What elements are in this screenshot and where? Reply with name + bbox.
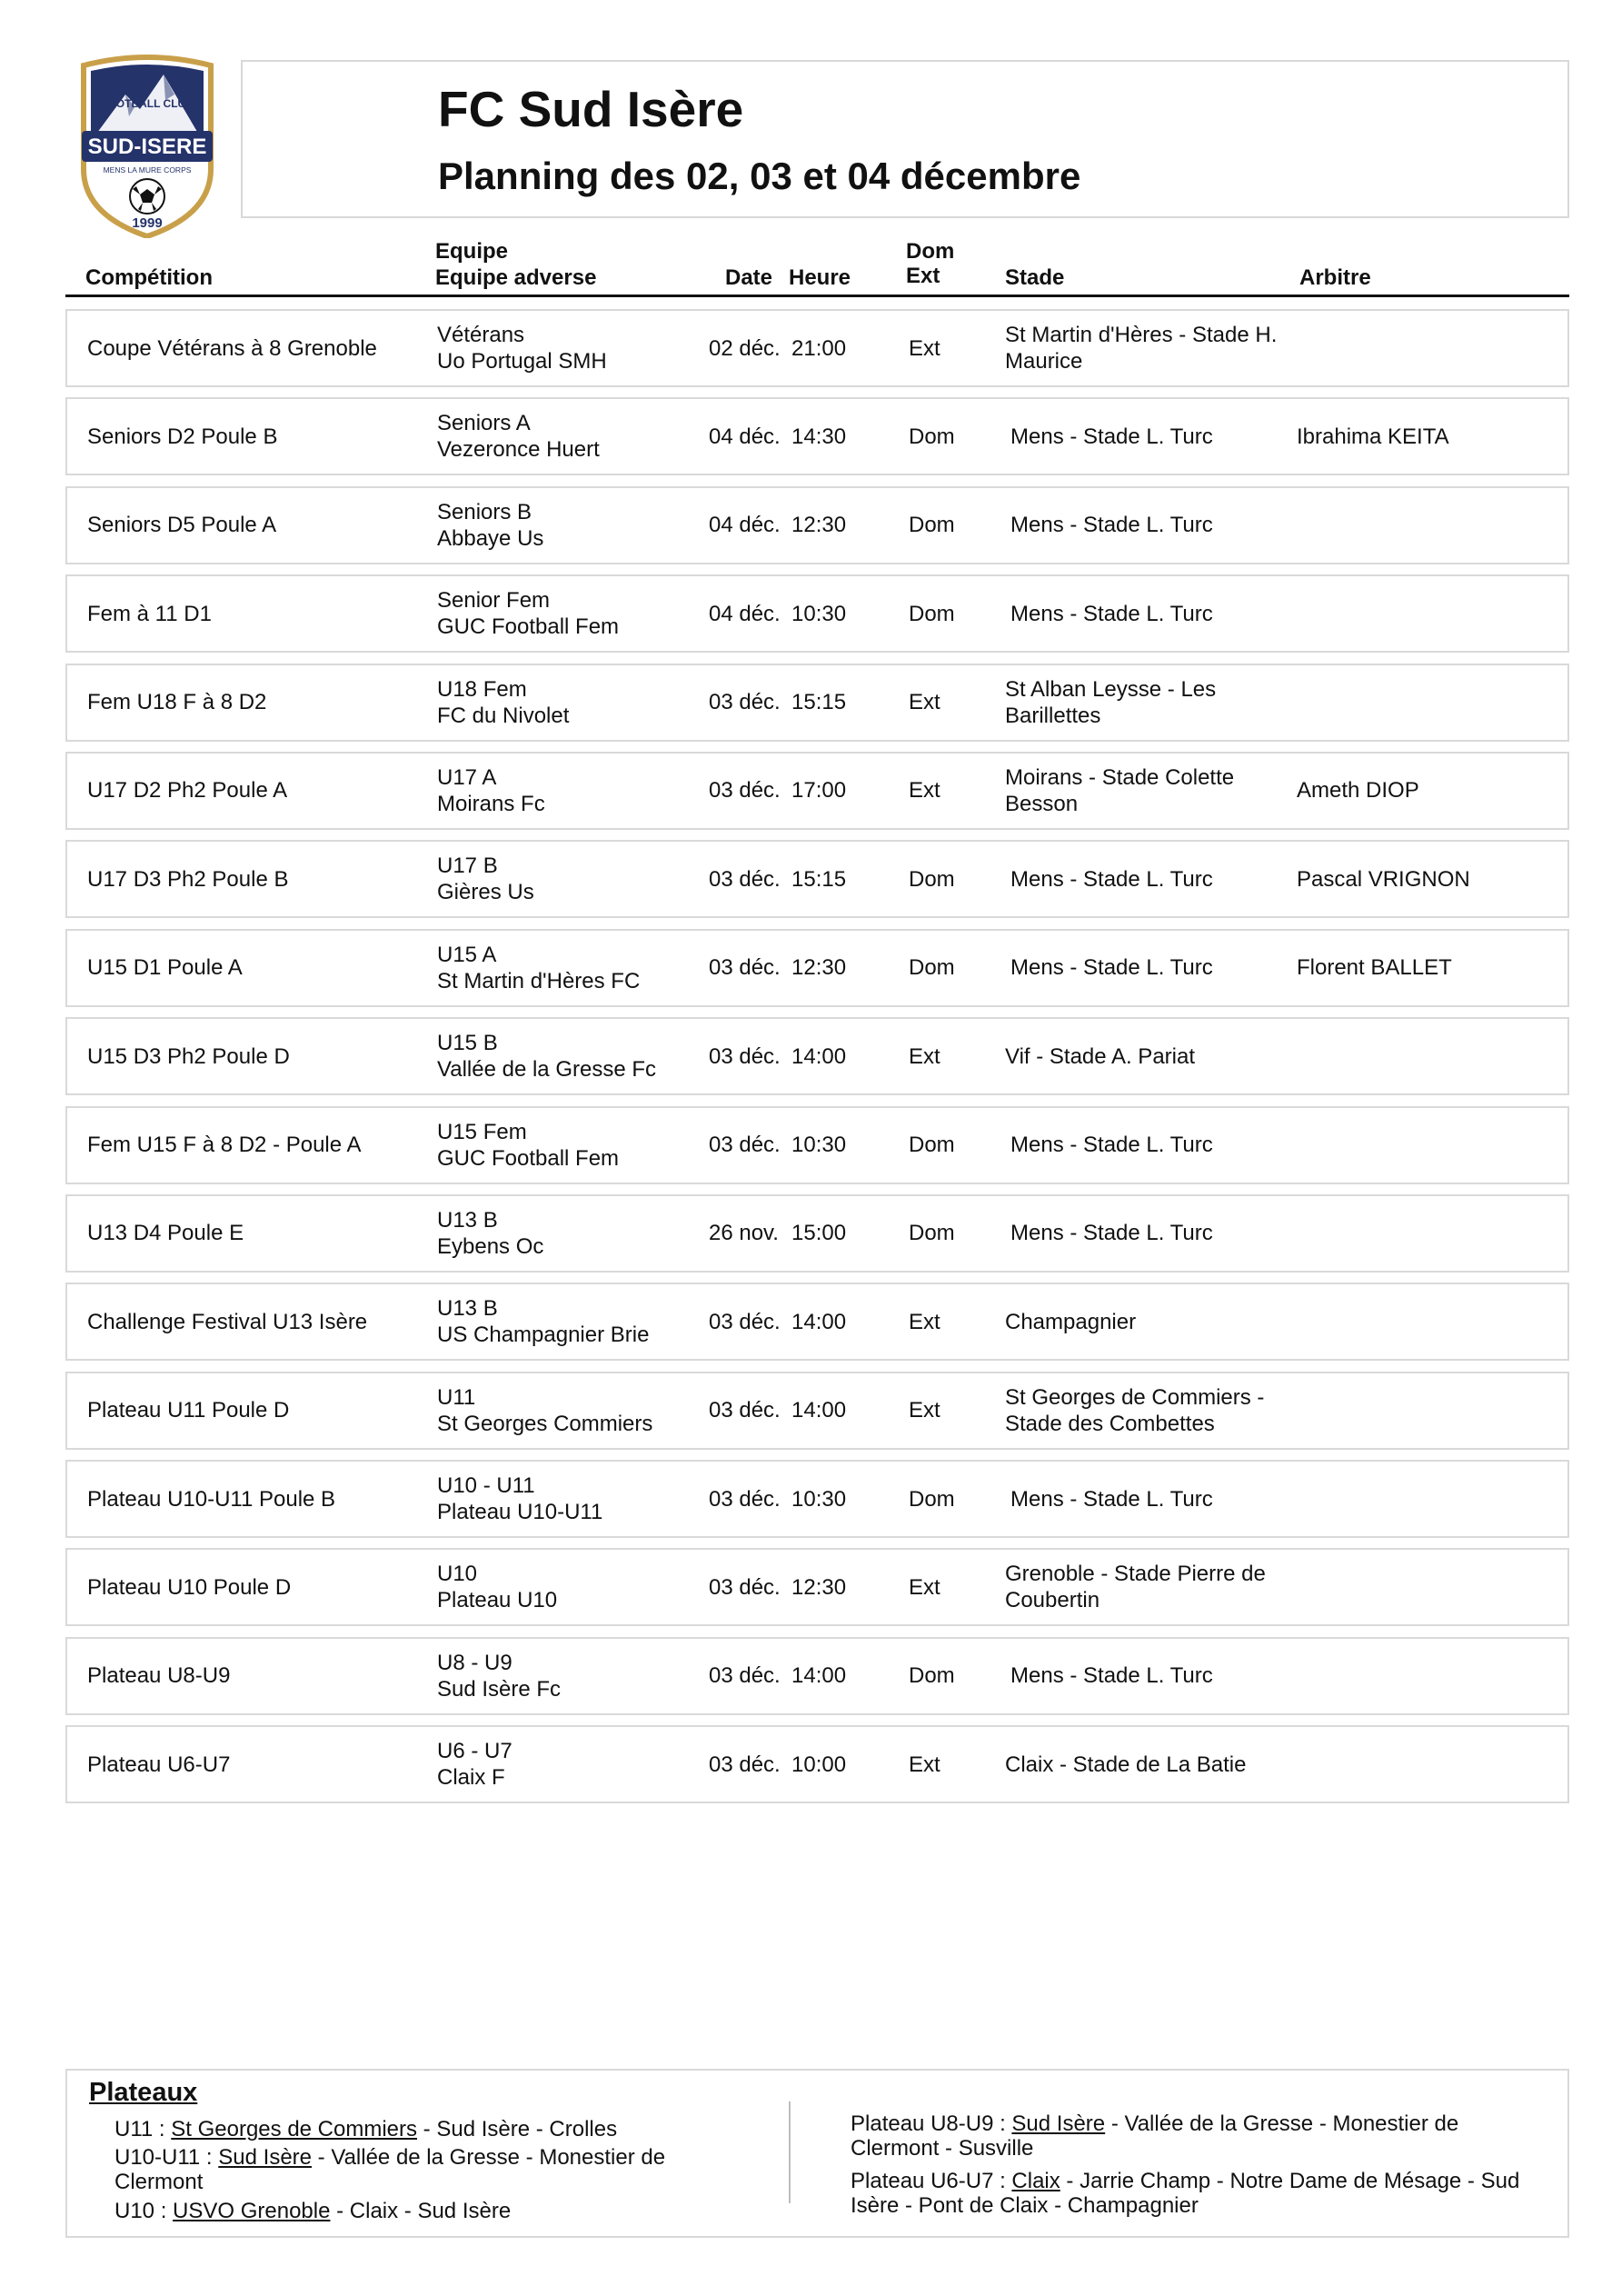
stadium-cell: Mens - Stade L. Turc bbox=[1010, 424, 1213, 449]
team-name: U15 B bbox=[437, 1031, 498, 1056]
teams-cell bbox=[437, 1108, 701, 1183]
stadium-cell: Moirans - Stade Colette Besson bbox=[1005, 764, 1235, 816]
time-cell: 14:00 bbox=[791, 1043, 847, 1069]
stadium-cell: Vif - Stade A. Pariat bbox=[1005, 1043, 1196, 1069]
time-cell: 17:00 bbox=[791, 778, 847, 804]
date-cell: 04 déc. bbox=[709, 601, 781, 626]
date-cell: 26 nov. bbox=[709, 1221, 779, 1246]
teams-cell bbox=[437, 754, 701, 828]
competition-cell: U15 D1 Poule A bbox=[87, 955, 243, 981]
col-header-arbitre: Arbitre bbox=[1299, 265, 1371, 290]
home-away-cell: Dom bbox=[909, 1486, 955, 1512]
time-cell: 15:15 bbox=[791, 866, 847, 892]
col-header-equipe-adverse: Equipe adverse bbox=[435, 265, 597, 290]
match-row bbox=[65, 1637, 1569, 1715]
home-away-cell: Ext bbox=[909, 1043, 940, 1069]
date-cell: 03 déc. bbox=[709, 1663, 781, 1689]
teams-cell bbox=[437, 931, 701, 1005]
opponent-name: St Georges Commiers bbox=[437, 1411, 653, 1436]
plateau-teams: - Claix - Sud Isère bbox=[330, 2199, 512, 2223]
teams-cell bbox=[437, 1462, 701, 1536]
opponent-name: FC du Nivolet bbox=[437, 703, 570, 728]
opponent-name: Abbaye Us bbox=[437, 525, 544, 551]
date-cell: 03 déc. bbox=[709, 1486, 781, 1512]
date-cell: 03 déc. bbox=[709, 690, 781, 715]
home-away-cell: Ext bbox=[909, 690, 940, 715]
stadium-cell: Mens - Stade L. Turc bbox=[1010, 601, 1213, 626]
competition-cell: Fem U18 F à 8 D2 bbox=[87, 690, 267, 715]
plateau-prefix: U10-U11 : bbox=[114, 2145, 219, 2170]
plateau-teams: - Sud Isère - Crolles bbox=[417, 2117, 618, 2141]
date-cell: 03 déc. bbox=[709, 1133, 781, 1158]
logo-year: 1999 bbox=[132, 215, 163, 231]
stadium-cell: Mens - Stade L. Turc bbox=[1010, 1221, 1213, 1246]
match-row bbox=[65, 840, 1569, 918]
competition-cell: Fem U15 F à 8 D2 - Poule A bbox=[87, 1133, 362, 1158]
time-cell: 15:15 bbox=[791, 690, 847, 715]
col-header-dom: Dom bbox=[906, 239, 955, 264]
team-name: U15 A bbox=[437, 942, 497, 967]
plateau-host: St Georges de Commiers bbox=[171, 2117, 418, 2141]
competition-cell: Plateau U11 Poule D bbox=[87, 1398, 290, 1423]
date-cell: 03 déc. bbox=[709, 1309, 781, 1334]
team-name: U13 B bbox=[437, 1207, 498, 1233]
competition-cell: Fem à 11 D1 bbox=[87, 601, 212, 626]
referee-cell bbox=[1297, 1727, 1560, 1802]
referee-cell bbox=[1297, 311, 1560, 385]
date-cell: 03 déc. bbox=[709, 1398, 781, 1423]
opponent-name: St Martin d'Hères FC bbox=[437, 968, 641, 993]
time-cell: 12:30 bbox=[791, 1574, 847, 1600]
stadium-cell: Mens - Stade L. Turc bbox=[1010, 866, 1213, 892]
plateau-line bbox=[851, 2169, 1523, 2218]
referee-cell bbox=[1297, 1373, 1560, 1448]
referee-cell bbox=[1297, 1019, 1560, 1093]
teams-cell bbox=[437, 1019, 701, 1093]
competition-cell: Plateau U8-U9 bbox=[87, 1663, 231, 1689]
teams-cell bbox=[437, 488, 701, 563]
time-cell: 10:30 bbox=[791, 1486, 847, 1512]
time-cell: 10:30 bbox=[791, 1133, 847, 1158]
team-name: U17 A bbox=[437, 764, 497, 790]
plateau-prefix: Plateau U8-U9 : bbox=[851, 2111, 1012, 2136]
teams-cell bbox=[437, 842, 701, 916]
referee-cell bbox=[1297, 1196, 1560, 1271]
teams-cell bbox=[437, 1284, 701, 1359]
team-name: U10 bbox=[437, 1562, 478, 1587]
stadium-cell: St Alban Leysse - Les Barillettes bbox=[1005, 676, 1217, 728]
date-cell: 03 déc. bbox=[709, 1574, 781, 1600]
match-row bbox=[65, 1283, 1569, 1361]
teams-cell bbox=[437, 1550, 701, 1624]
time-cell: 14:00 bbox=[791, 1309, 847, 1334]
teams-cell bbox=[437, 1639, 701, 1713]
referee-cell: Ibrahima KEITA bbox=[1297, 424, 1449, 449]
match-row bbox=[65, 1017, 1569, 1095]
match-row bbox=[65, 309, 1569, 387]
time-cell: 21:00 bbox=[791, 335, 847, 361]
competition-cell: U13 D4 Poule E bbox=[87, 1221, 244, 1246]
teams-cell bbox=[437, 311, 701, 385]
competition-cell: Plateau U10-U11 Poule B bbox=[87, 1486, 336, 1512]
competition-cell: Coupe Vétérans à 8 Grenoble bbox=[87, 335, 377, 361]
col-header-equipe: Equipe bbox=[435, 239, 509, 264]
teams-cell bbox=[437, 1196, 701, 1271]
plateau-teams: - Vallée de la Gresse - Monestier de Clermont - Susville bbox=[851, 2111, 1459, 2161]
competition-cell: Seniors D2 Poule B bbox=[87, 424, 278, 449]
referee-cell bbox=[1297, 488, 1560, 563]
home-away-cell: Dom bbox=[909, 1133, 955, 1158]
club-logo bbox=[76, 53, 218, 238]
date-cell: 04 déc. bbox=[709, 424, 781, 449]
date-cell: 03 déc. bbox=[709, 1752, 781, 1777]
opponent-name: Plateau U10 bbox=[437, 1588, 558, 1613]
match-row bbox=[65, 1460, 1569, 1538]
team-name: U11 bbox=[437, 1384, 476, 1410]
col-header-ext: Ext bbox=[906, 264, 940, 288]
referee-cell bbox=[1297, 1639, 1560, 1713]
match-row bbox=[65, 1106, 1569, 1184]
home-away-cell: Ext bbox=[909, 1574, 940, 1600]
teams-cell bbox=[437, 1727, 701, 1802]
time-cell: 12:30 bbox=[791, 955, 847, 981]
plateau-prefix: U10 : bbox=[114, 2199, 174, 2223]
referee-cell bbox=[1297, 1550, 1560, 1624]
time-cell: 14:00 bbox=[791, 1663, 847, 1689]
date-cell: 03 déc. bbox=[709, 955, 781, 981]
referee-cell bbox=[1297, 1284, 1560, 1359]
col-header-heure: Heure bbox=[789, 265, 851, 290]
plateau-line bbox=[114, 2117, 751, 2141]
team-name: U6 - U7 bbox=[437, 1739, 512, 1764]
home-away-cell: Dom bbox=[909, 513, 955, 538]
teams-cell bbox=[437, 1373, 701, 1448]
team-name: Seniors A bbox=[437, 411, 531, 436]
plateau-host: Claix bbox=[1011, 2169, 1060, 2193]
logo-top-text: FOOTBALL CLUB bbox=[101, 97, 194, 110]
date-cell: 04 déc. bbox=[709, 513, 781, 538]
home-away-cell: Ext bbox=[909, 335, 940, 361]
team-name: Vétérans bbox=[437, 323, 525, 347]
plateau-teams: - Jarrie Champ - Notre Dame de Mésage - Sud Isère - Pont de Claix - Champagnier bbox=[851, 2169, 1520, 2218]
opponent-name: Claix F bbox=[437, 1765, 505, 1791]
match-row bbox=[65, 574, 1569, 653]
plateau-prefix: U11 : bbox=[114, 2117, 172, 2141]
match-row bbox=[65, 664, 1569, 742]
date-cell: 03 déc. bbox=[709, 1043, 781, 1069]
match-row bbox=[65, 1725, 1569, 1803]
date-cell: 03 déc. bbox=[709, 866, 781, 892]
teams-cell bbox=[437, 665, 701, 740]
col-header-stade: Stade bbox=[1005, 265, 1065, 290]
referee-cell bbox=[1297, 1108, 1560, 1183]
home-away-cell: Dom bbox=[909, 866, 955, 892]
stadium-cell: Mens - Stade L. Turc bbox=[1010, 955, 1213, 981]
home-away-cell: Dom bbox=[909, 424, 955, 449]
plateau-line bbox=[114, 2199, 751, 2223]
opponent-name: Sud Isère Fc bbox=[437, 1676, 562, 1702]
home-away-cell: Ext bbox=[909, 1752, 940, 1777]
competition-cell: Plateau U10 Poule D bbox=[87, 1574, 292, 1600]
opponent-name: US Champagnier Brie bbox=[437, 1323, 650, 1348]
match-row bbox=[65, 486, 1569, 564]
plateaux-box bbox=[65, 2069, 1569, 2238]
header-divider bbox=[65, 294, 1569, 297]
plateau-host: Sud Isère bbox=[218, 2145, 313, 2170]
logo-towns: MENS LA MURE CORPS bbox=[103, 165, 192, 175]
match-list bbox=[65, 309, 1569, 1814]
competition-cell: Plateau U6-U7 bbox=[87, 1752, 231, 1777]
time-cell: 15:00 bbox=[791, 1221, 847, 1246]
referee-cell bbox=[1297, 1462, 1560, 1536]
plateau-host: Sud Isère bbox=[1011, 2111, 1106, 2136]
team-name: U13 B bbox=[437, 1296, 498, 1322]
opponent-name: Eybens Oc bbox=[437, 1233, 544, 1259]
opponent-name: Vallée de la Gresse Fc bbox=[437, 1057, 656, 1083]
team-name: U17 B bbox=[437, 854, 498, 879]
competition-cell: Challenge Festival U13 Isère bbox=[87, 1309, 368, 1334]
stadium-cell: Mens - Stade L. Turc bbox=[1010, 513, 1213, 538]
stadium-cell: Mens - Stade L. Turc bbox=[1010, 1663, 1213, 1689]
referee-cell: Ameth DIOP bbox=[1297, 778, 1419, 804]
plateaux-divider bbox=[789, 2101, 791, 2203]
time-cell: 14:30 bbox=[791, 424, 847, 449]
match-row bbox=[65, 929, 1569, 1007]
referee-cell: Florent BALLET bbox=[1297, 955, 1452, 981]
referee-cell bbox=[1297, 665, 1560, 740]
stadium-cell: St Georges de Commiers - Stade des Combettes bbox=[1005, 1384, 1265, 1436]
opponent-name: Moirans Fc bbox=[437, 791, 545, 816]
stadium-cell: Claix - Stade de La Batie bbox=[1005, 1752, 1247, 1777]
opponent-name: GUC Football Fem bbox=[437, 1145, 620, 1171]
date-cell: 03 déc. bbox=[709, 778, 781, 804]
plateau-host: USVO Grenoble bbox=[173, 2199, 331, 2223]
time-cell: 10:00 bbox=[791, 1752, 847, 1777]
match-row bbox=[65, 1194, 1569, 1273]
teams-cell bbox=[437, 576, 701, 651]
plateau-teams: - Vallée de la Gresse - Monestier de Clermont bbox=[114, 2145, 666, 2194]
page-subtitle: Planning des 02, 03 et 04 décembre bbox=[438, 155, 1081, 197]
team-name: Senior Fem bbox=[437, 588, 551, 614]
home-away-cell: Dom bbox=[909, 1221, 955, 1246]
team-name: Seniors B bbox=[437, 499, 532, 524]
page-title: FC Sud Isère bbox=[438, 81, 744, 137]
team-name: U15 Fem bbox=[437, 1119, 527, 1144]
stadium-cell: Grenoble - Stade Pierre de Coubertin bbox=[1005, 1562, 1266, 1613]
opponent-name: GUC Football Fem bbox=[437, 614, 620, 640]
team-name: U8 - U9 bbox=[437, 1650, 512, 1675]
team-name: U10 - U11 bbox=[437, 1473, 535, 1499]
col-header-competition: Compétition bbox=[85, 265, 213, 290]
match-row bbox=[65, 1372, 1569, 1450]
opponent-name: Uo Portugal SMH bbox=[437, 349, 607, 374]
plateau-line bbox=[851, 2111, 1523, 2161]
plateau-prefix: Plateau U6-U7 : bbox=[851, 2169, 1012, 2193]
title-box bbox=[241, 60, 1569, 218]
match-row bbox=[65, 1548, 1569, 1626]
referee-cell: Pascal VRIGNON bbox=[1297, 866, 1470, 892]
team-name: U18 Fem bbox=[437, 676, 527, 702]
col-header-date: Date bbox=[725, 265, 773, 290]
opponent-name: Plateau U10-U11 bbox=[437, 1500, 603, 1525]
time-cell: 10:30 bbox=[791, 601, 847, 626]
home-away-cell: Ext bbox=[909, 778, 940, 804]
match-row bbox=[65, 397, 1569, 475]
date-cell: 02 déc. bbox=[709, 335, 781, 361]
teams-cell bbox=[437, 399, 701, 474]
competition-cell: U17 D2 Ph2 Poule A bbox=[87, 778, 288, 804]
stadium-cell: St Martin d'Hères - Stade H. Maurice bbox=[1005, 323, 1278, 374]
home-away-cell: Dom bbox=[909, 955, 955, 981]
time-cell: 14:00 bbox=[791, 1398, 847, 1423]
competition-cell: U15 D3 Ph2 Poule D bbox=[87, 1043, 290, 1069]
home-away-cell: Dom bbox=[909, 601, 955, 626]
plateaux-title: Plateaux bbox=[89, 2078, 198, 2107]
stadium-cell: Mens - Stade L. Turc bbox=[1010, 1486, 1213, 1512]
referee-cell bbox=[1297, 576, 1560, 651]
competition-cell: U17 D3 Ph2 Poule B bbox=[87, 866, 289, 892]
opponent-name: Vezeronce Huert bbox=[437, 437, 600, 463]
time-cell: 12:30 bbox=[791, 513, 847, 538]
opponent-name: Gières Us bbox=[437, 880, 534, 905]
competition-cell: Seniors D5 Poule A bbox=[87, 513, 277, 538]
home-away-cell: Ext bbox=[909, 1309, 940, 1334]
home-away-cell: Dom bbox=[909, 1663, 955, 1689]
stadium-cell: Mens - Stade L. Turc bbox=[1010, 1133, 1213, 1158]
home-away-cell: Ext bbox=[909, 1398, 940, 1423]
match-row bbox=[65, 752, 1569, 830]
plateau-line bbox=[114, 2145, 751, 2194]
logo-name: SUD-ISERE bbox=[87, 135, 207, 159]
stadium-cell: Champagnier bbox=[1005, 1309, 1137, 1334]
